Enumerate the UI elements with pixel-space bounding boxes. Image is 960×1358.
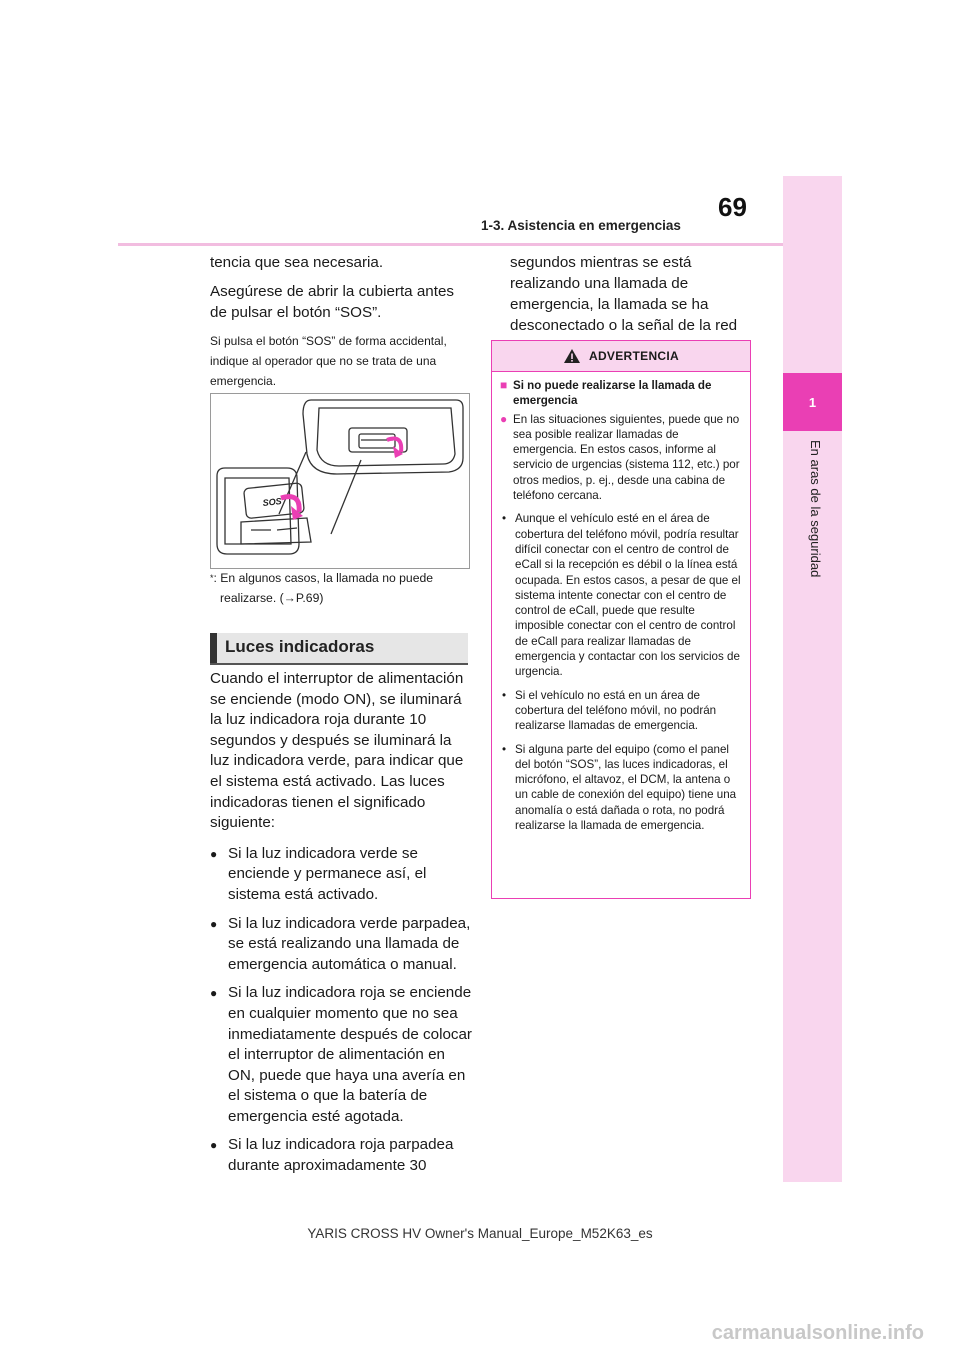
bullet-text: Si la luz indicadora roja se enciende en cualquier momento que no sea inmediatamente después de colocar el interruptor de alimentación en ON, puede que haya una avería en el sistema o que la batería de emergencia esté agotada. [228,984,472,1125]
warning-sub-item [500,511,742,679]
chapter-label: En aras de la seguridad [808,440,823,578]
figure-footnote [210,568,472,608]
list-item [210,983,475,1127]
subheading-text: Luces indicadoras [225,637,375,656]
sos-button-label: SOS [262,496,283,508]
bullet-text: Si la luz indicadora verde se enciende y permanece así, el sistema está activado. [228,844,427,903]
sos-panel-drawing [211,394,469,568]
indicator-lights-section [210,669,475,1185]
right-column-continuation: segundos mientras se está realizando una llamada de emergencia, la llamada se ha desconectado o la señal de la red [510,254,738,334]
dot-bullet-icon: • [502,512,507,526]
footnote-star: * [210,573,214,583]
paragraph-continuation: tencia que sea necesaria. [210,254,384,271]
warning-triangle-icon [563,348,581,364]
sos-button-illustration [210,393,470,569]
warning-header [492,341,750,372]
warning-box [491,340,751,899]
circle-bullet-icon: ● [500,411,508,426]
warning-heading [500,378,742,409]
list-item [210,1135,475,1176]
subheading-indicator-lights [210,633,468,665]
dot-bullet-icon: • [502,742,507,756]
list-item [210,844,475,906]
indicator-lights-intro: Cuando el interruptor de alimentación se enciende (modo ON), se iluminará la luz indicadora roja durante 10 segundos y después se iluminará la luz indicadora verde, para indicar que el sistema está activado. Las luces indicadoras tienen el significado siguiente: [210,670,464,832]
bullet-text: Si la luz indicadora roja parpadea durante aproximadamente 30 [228,1136,454,1175]
warning-sub-item-text: Si alguna parte del equipo (como el panel del botón “SOS”, las luces indicadoras, el micrófono, el altavoz, el DCM, la antena o un cable de conexión del equipo) tiene una anomalía o está dañada o rota, no podrá realizarse la llamada de emergencia. [515,742,737,833]
warning-item [500,412,742,504]
bullet-marker: ● [210,1138,218,1153]
warning-sub-item [500,688,742,734]
list-item [210,914,475,976]
warning-sub-item-text: Aunque el vehículo esté en el área de cobertura del teléfono móvil, podría resultar difícil conectar con el centro de control de eCall si la recepción es débil o la línea está ocupada. En estos casos, a pesar de que el sistema intente conectar con el centro de control de eCall, puede que resulte imposible conectar con el centro de control de eCall para realizar llamadas de emergencia y contactar con los servicios de urgencia. [515,512,741,679]
bullet-text: Si la luz indicadora verde parpadea, se está realizando una llamada de emergencia automática o manual. [228,914,471,973]
bullet-marker: ● [210,986,218,1001]
page-footer: YARIS CROSS HV Owner's Manual_Europe_M52K63_es [307,1226,653,1241]
chapter-number-tab[interactable]: 1 [783,373,842,431]
bullet-marker: ● [210,846,218,861]
left-column-top [210,252,472,391]
warning-heading-text: Si no puede realizarse la llamada de emergencia [513,379,712,408]
warning-title: ADVERTENCIA [589,349,679,363]
warning-item-text: En las situaciones siguientes, puede que no sea posible realizar llamadas de emergencia. En estos casos, informe al servicio de urgencias (sistema 112, etc.) por otros medios, p. ej., desde una cabina de teléfono cercana. [513,412,740,503]
paragraph-accidental-note: Si pulsa el botón “SOS” de forma accidental, indique al operador que no se trata de una emergencia. [210,334,447,388]
warning-content [492,372,750,833]
square-bullet-icon: ■ [500,378,508,392]
header-rule [118,243,783,246]
bullet-marker: ● [210,916,218,931]
warning-sub-item [500,742,742,834]
section-title: 1-3. Asistencia en emergencias [481,218,681,233]
page-number: 69 [718,192,747,222]
paragraph-open-cover: Asegúrese de abrir la cubierta antes de pulsar el botón “SOS”. [210,283,454,321]
dot-bullet-icon: • [502,688,507,702]
watermark: carmanualsonline.info [711,1322,924,1344]
chapter-side-tab [783,176,842,1182]
footnote-line2[interactable]: realizarse. (→P.69) [220,591,324,605]
subheading-bar [210,633,217,663]
footnote-line1: : En algunos casos, la llamada no puede [213,571,434,585]
warning-sub-item-text: Si el vehículo no está en un área de cobertura del teléfono móvil, no podrán realizarse llamadas de emergencia. [515,688,717,733]
